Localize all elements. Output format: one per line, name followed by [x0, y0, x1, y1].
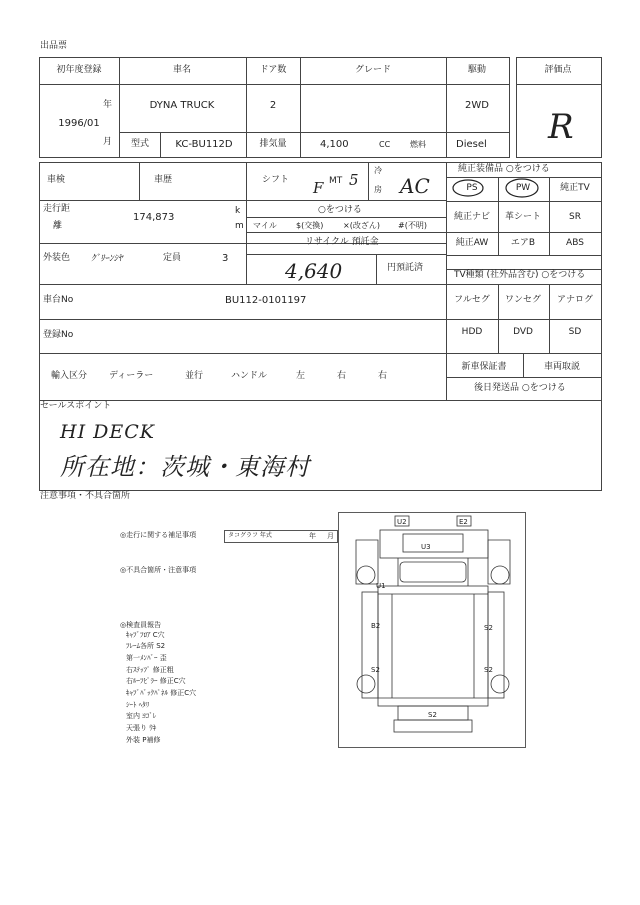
reg-label: 登録No	[43, 330, 74, 340]
import-dealer: ディーラー	[109, 371, 154, 381]
tv-sd: SD	[568, 327, 582, 337]
later-label: 後日発送品 ○をつける	[474, 383, 566, 393]
form-title: 出品票	[40, 41, 68, 51]
mark-s2: S2	[484, 624, 493, 632]
color-label: 外装色	[43, 253, 71, 263]
equip-aw: 純正AW	[455, 238, 489, 248]
drive-label: 駆動	[467, 65, 487, 75]
cc-label: CC	[379, 140, 391, 149]
inspector-line: 右ﾙｰﾌﾋﾟﾗｰ 修正C穴	[126, 677, 186, 685]
equip-navi: 純正ナビ	[453, 212, 491, 222]
manual-label: 車両取説	[543, 362, 581, 372]
displacement-value: 4,100	[320, 139, 349, 150]
mt-label: MT	[329, 176, 343, 186]
shift-value: F	[313, 179, 324, 197]
equip-airbag: エアB	[510, 238, 536, 248]
fuel-label: 燃料	[410, 140, 426, 149]
mile-check-label: ○をつける	[318, 205, 362, 215]
import-parallel: 並行	[185, 371, 204, 381]
mileage-value: 174,873	[133, 212, 175, 223]
equip-sr: SR	[569, 212, 581, 222]
sales-point-line2: 所在地：茨城・東海村	[60, 453, 310, 481]
first-reg-year-mark: 年	[103, 100, 113, 110]
first-reg-label: 初年度登録	[56, 65, 102, 75]
mark-s2: S2	[428, 711, 437, 719]
warranty-label: 新車保証書	[461, 362, 507, 372]
tv-hdd: HDD	[461, 327, 483, 337]
km-label-1: k	[235, 206, 241, 216]
mark-s2: S2	[484, 666, 493, 674]
tv-analog: アナログ	[556, 295, 594, 305]
inspector-line: 第一ﾒﾝﾊﾞｰ 歪	[126, 654, 167, 662]
truck-diagram	[338, 512, 526, 748]
handle-label: ハンドル	[231, 371, 268, 381]
ac-value: AC	[400, 174, 430, 198]
doors-label: ドア数	[259, 65, 287, 75]
handle-right-2: 右	[378, 371, 388, 381]
recycle-label: リサイクル 預託金	[305, 237, 379, 247]
mark-u1: U1	[376, 582, 386, 590]
tv-fullseg: フルセグ	[454, 295, 490, 305]
mark-e2: E2	[459, 518, 468, 526]
recycle-value: 4,640	[285, 259, 343, 283]
equip-title: 純正装備品 ○をつける	[458, 164, 550, 174]
inspector-line: ﾌﾚｰﾑ各所 S2	[126, 642, 166, 650]
model-value: KC-BU112D	[175, 139, 233, 150]
yen-label: 円預託済	[387, 263, 424, 273]
doors-value: 2	[269, 100, 277, 111]
inspector-line: 天張り ｳｷ	[126, 724, 157, 732]
mile-option-tampered: ×(改ざん)	[343, 221, 380, 230]
mt-value: 5	[349, 171, 359, 189]
first-reg-value: 1996/01	[58, 118, 100, 129]
mark-b2: B2	[371, 622, 381, 630]
equip-abs: ABS	[566, 238, 584, 248]
inspector-title: ◎検査員報告	[120, 621, 162, 629]
ac-label-2: 房	[374, 185, 382, 194]
svg-text:R: R	[548, 107, 574, 147]
sales-point-label: セールスポイント	[40, 401, 112, 411]
inspector-line: 室内 ﾖｺﾞﾚ	[126, 712, 157, 720]
ac-label-1: 冷	[374, 166, 382, 175]
model-label: 型式	[130, 139, 150, 149]
equip-pw: PW	[515, 183, 531, 193]
score-label: 評価点	[544, 65, 572, 75]
mark-s2: S2	[371, 666, 380, 674]
name-label: 車名	[172, 65, 192, 75]
mileage-label-2: 離	[53, 221, 63, 231]
tv-dvd: DVD	[513, 327, 533, 337]
equip-ps: PS	[466, 183, 478, 193]
notes-label: 注意事項・不具合箇所	[40, 491, 131, 501]
km-label-2: m	[235, 221, 244, 231]
tv-oneseg: ワンセグ	[504, 295, 542, 305]
equip-tv: 純正TV	[560, 183, 590, 193]
import-label: 輸入区分	[51, 371, 88, 381]
tacho-month: 月	[327, 532, 334, 540]
tacho-label: タコグラフ 年式	[228, 532, 272, 539]
color-value: ｸﾞﾘｰﾝｼﾔ	[91, 254, 123, 264]
inspector-line: ｷｬﾌﾞﾊﾞｯｸﾊﾟﾈﾙ 修正C穴	[126, 689, 197, 697]
drive-value: 2WD	[465, 100, 489, 111]
chassis-value: BU112-0101197	[225, 295, 307, 306]
displacement-label: 排気量	[259, 139, 287, 149]
handle-left: 左	[296, 371, 306, 381]
defects-label: ◎不具合箇所・注意事項	[120, 566, 197, 574]
mile-option-exchange: $(交換)	[296, 221, 324, 230]
mileage-note-label: ◎走行に関する補足事項	[120, 531, 197, 539]
history-label: 車歴	[154, 175, 173, 185]
capacity-value: 3	[222, 253, 229, 264]
sales-point-line1: HI DECK	[60, 421, 155, 443]
inspector-line: ｼｰﾄ ﾍﾀﾘ	[126, 701, 150, 709]
inspector-line: ｷｬﾌﾞﾌﾛｱ C穴	[126, 631, 165, 639]
capacity-label: 定員	[163, 253, 182, 263]
shift-label: シフト	[262, 175, 290, 185]
mark-u2: U2	[397, 518, 407, 526]
inspector-line: 外装 P補修	[126, 736, 161, 744]
tacho-box	[224, 530, 338, 543]
grade-label: グレード	[354, 65, 392, 75]
inspector-line: 右ｽﾃｯﾌﾟ 修正粗	[126, 666, 174, 674]
mileage-label-1: 走行距	[43, 204, 71, 214]
fuel-value: Diesel	[456, 139, 487, 150]
first-reg-month-mark: 月	[103, 137, 113, 147]
chassis-label: 車台No	[43, 295, 74, 305]
mark-u3: U3	[421, 543, 431, 551]
equip-leather: 革シート	[504, 212, 542, 222]
mile-option-unknown: #(不明)	[398, 221, 427, 230]
name-value: DYNA TRUCK	[149, 100, 215, 111]
tv-type-label: TV種類 (社外品含む) ○をつける	[454, 270, 586, 280]
handle-right: 右	[337, 371, 347, 381]
mile-option-mile: マイル	[253, 221, 277, 230]
tacho-year: 年	[309, 532, 316, 540]
inspection-label: 車検	[47, 175, 66, 185]
